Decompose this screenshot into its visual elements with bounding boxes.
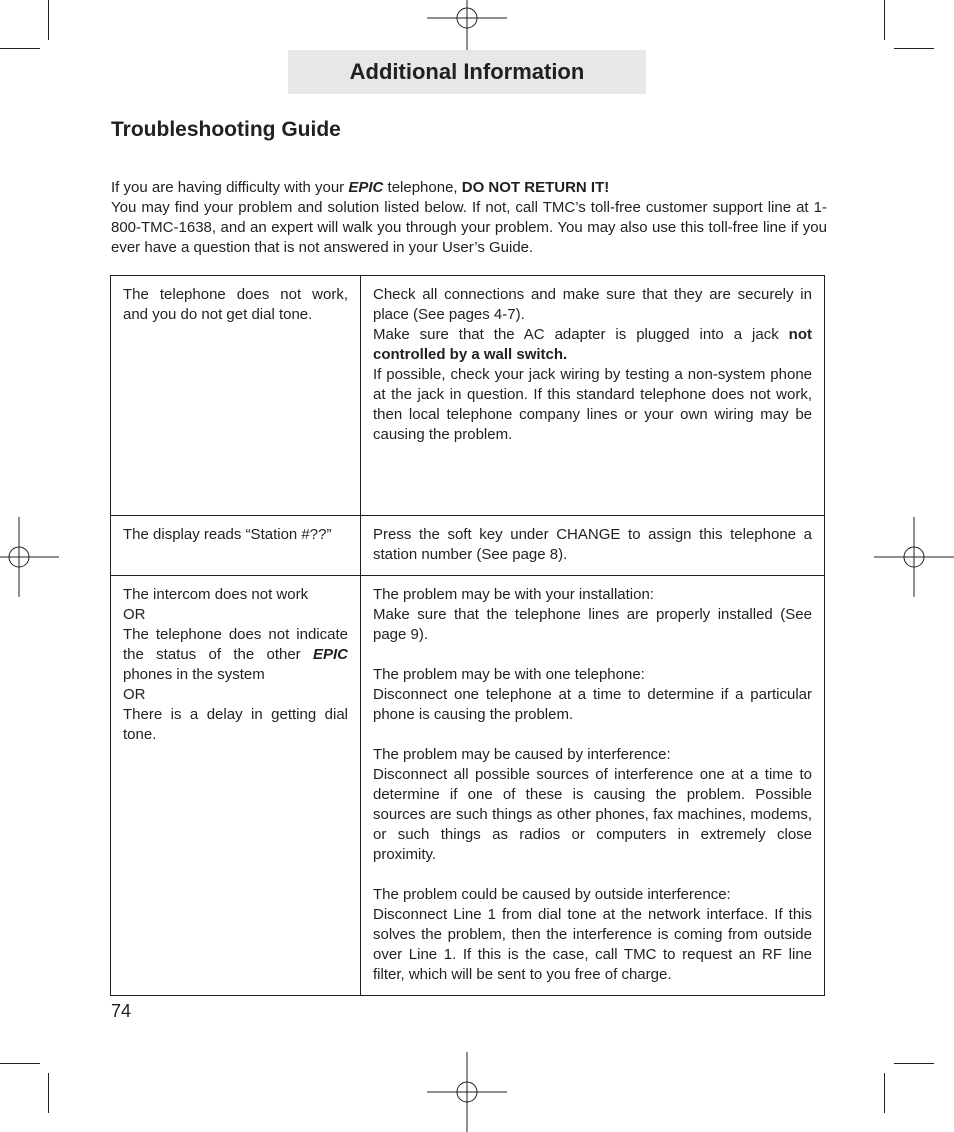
crop-mark — [48, 1073, 49, 1113]
page-number: 74 — [111, 1001, 132, 1021]
problem-text: There is a delay in getting dial tone. — [123, 706, 348, 743]
solution-heading: The problem may be caused by interference: — [373, 746, 671, 763]
solution-text: Disconnect Line 1 from dial tone at the network interface. If this solves the problem, then the interference is coming from outside over Line 1. If this is the case, call TMC to request an RF line filter, which will be sent to you free of charge. — [373, 906, 812, 983]
problem-text-part: The telephone does not indicate the status of the other — [123, 626, 348, 663]
intro-lead-text: telephone, — [383, 179, 462, 196]
problem-text: The telephone does not work, and you do not get dial tone. — [123, 286, 348, 323]
problem-cell — [111, 516, 361, 576]
intro-body: You may find your problem and solution listed below. If not, call TMC’s toll-free customer support line at 1-800-TMC-1638, and an expert will walk you through your problem. You may also use this toll-free line if you ever have a question that is not answered in your User’s Guide. — [111, 199, 827, 256]
solution-text: Disconnect one telephone at a time to determine if a particular phone is causing the problem. — [373, 686, 812, 723]
problem-text — [123, 625, 348, 685]
solution-emphasis: not controlled by a wall switch. — [373, 326, 812, 363]
problem-text-part: phones in the system — [123, 666, 265, 683]
crop-mark — [884, 1073, 885, 1113]
solution-heading: The problem may be with your installation: — [373, 586, 654, 603]
solution-text: Make sure that the telephone lines are properly installed (See page 9). — [373, 606, 812, 643]
problem-cell — [111, 276, 361, 516]
registration-mark-icon — [427, 1052, 507, 1132]
problem-cell — [111, 576, 361, 996]
or-separator: OR — [123, 606, 146, 623]
crop-mark — [48, 0, 49, 40]
warning-text: DO NOT RETURN IT! — [461, 179, 610, 196]
crop-mark — [0, 48, 40, 49]
troubleshooting-table — [110, 275, 825, 996]
solution-heading: The problem may be with one telephone: — [373, 666, 645, 683]
section-banner — [288, 50, 646, 94]
solution-text — [373, 325, 812, 365]
banner-title: Additional Information — [349, 59, 585, 84]
solution-text: Check all connections and make sure that they are securely in place (See pages 4-7). — [373, 286, 812, 323]
intro-text — [111, 178, 827, 258]
crop-mark — [894, 1063, 934, 1064]
solution-text-part: Make sure that the AC adapter is plugged into a jack — [373, 326, 789, 343]
solution-text: Disconnect all possible sources of interference one at a time to determine if one of these is causing the problem. Possible sources are such things as other phones, fax machines, modems, or such things as radios or computers in extremely close proximity. — [373, 766, 812, 863]
solution-heading: The problem could be caused by outside interference: — [373, 886, 731, 903]
solution-cell — [361, 576, 825, 996]
problem-text: The intercom does not work — [123, 586, 309, 603]
registration-mark-icon — [0, 517, 59, 597]
brand-name: EPIC — [312, 646, 348, 663]
solution-cell — [361, 276, 825, 516]
table-row — [111, 276, 825, 516]
solution-text: Press the soft key under CHANGE to assign this telephone a station number (See page 8). — [373, 526, 812, 563]
or-separator: OR — [123, 686, 146, 703]
crop-mark — [0, 1063, 40, 1064]
registration-mark-icon — [874, 517, 954, 597]
solution-cell — [361, 516, 825, 576]
page-title: Troubleshooting Guide — [111, 118, 341, 141]
table-row — [111, 576, 825, 996]
brand-name: EPIC — [348, 179, 384, 196]
problem-text: The display reads “Station #??” — [123, 526, 332, 543]
intro-lead — [111, 178, 827, 198]
crop-mark — [894, 48, 934, 49]
intro-lead-text: If you are having difficulty with your — [111, 179, 349, 196]
table-row — [111, 516, 825, 576]
solution-text: If possible, check your jack wiring by testing a non-system phone at the jack in question. If this standard telephone does not work, then local telephone company lines or your own wiring may be causing the problem. — [373, 366, 812, 443]
crop-mark — [884, 0, 885, 40]
